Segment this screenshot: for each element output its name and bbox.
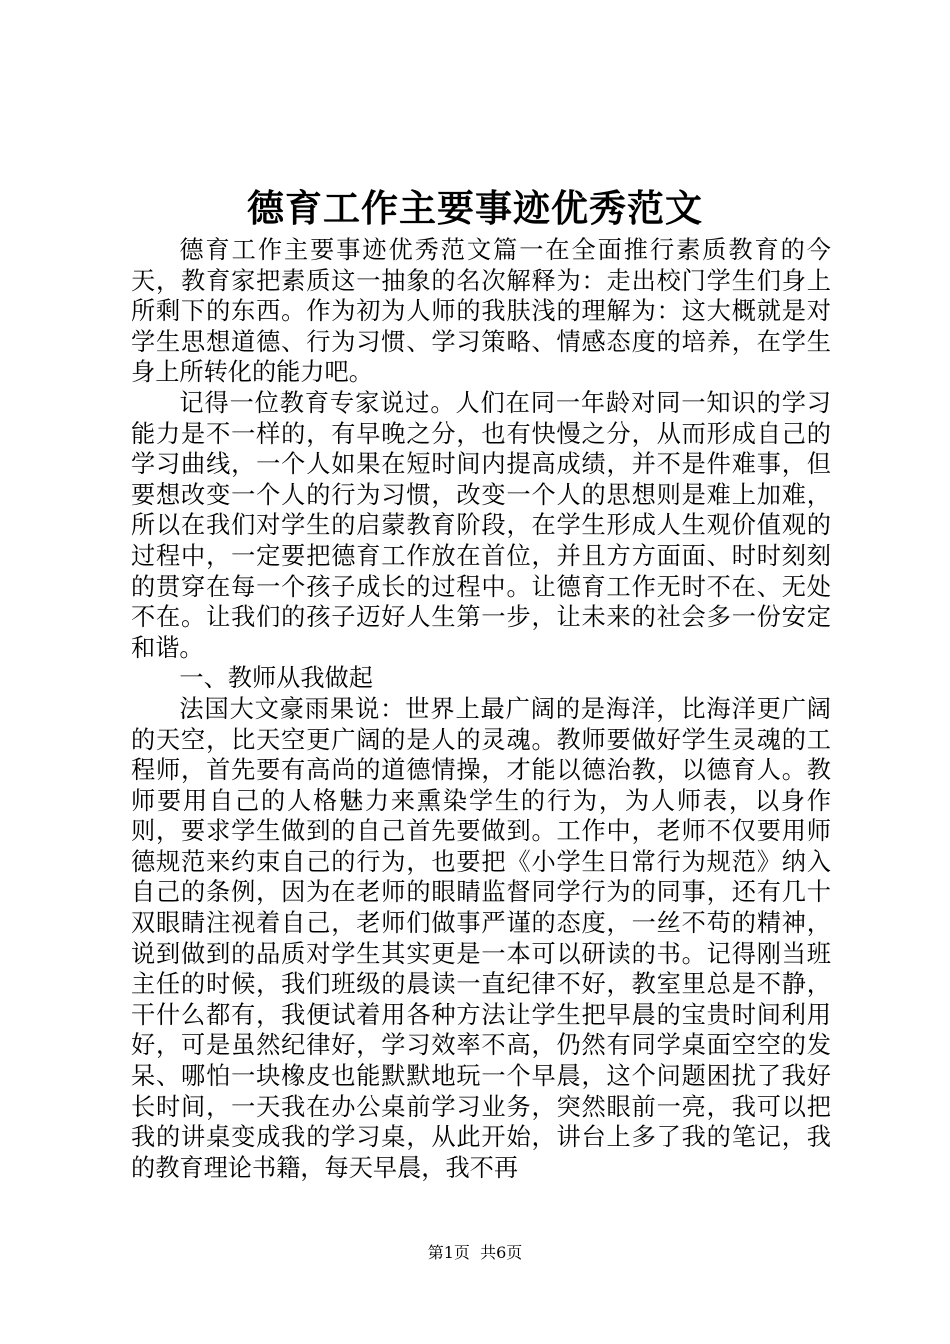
page-number: 第1页: [427, 1243, 470, 1262]
page-footer: [0, 1242, 950, 1264]
paragraph-intro: 德育工作主要事迹优秀范文篇一在全面推行素质教育的今天，教育家把素质这一抽象的名次解释为：走出校门学生们身上所剩下的东西。作为初为人师的我肤浅的理解为：这大概就是对学生思想道德、行为习惯、学习策略、情感态度的培养，在学生身上所转化的能力吧。: [131, 236, 831, 387]
section-heading-teacher: 一、教师从我做起: [179, 664, 373, 693]
document-body: [131, 235, 831, 1183]
paragraph-hugo: 法国大文豪雨果说：世界上最广阔的是海洋，比海洋更广阔的天空，比天空更广阔的是人的灵魂。教师要做好学生灵魂的工程师，首先要有高尚的道德情操，才能以德治教，以德育人。教师要用自己的人格魅力来熏染学生的行为，为人师表，以身作则，要求学生做到的自己首先要做到。工作中，老师不仅要用师德规范来约束自己的行为，也要把《小学生日常行为规范》纳入自己的条例，因为在老师的眼睛监督同学行为的同事，还有几十双眼睛注视着自己，老师们做事严谨的态度，一丝不苟的精神，说到做到的品质对学生其实更是一本可以研读的书。记得刚当班主任的时候，我们班级的晨读一直纪律不好，教室里总是不静，干什么都有，我便试着用各种方法让学生把早晨的宝贵时间利用好，可是虽然纪律好，学习效率不高，仍然有同学桌面空空的发呆、哪怕一块橡皮也能默默地玩一个早晨，这个问题困扰了我好长时间，一天我在办公桌前学习业务，突然眼前一亮，我可以把我的讲桌变成我的学习桌，从此开始，讲台上多了我的笔记，我的教育理论书籍，每天早晨，我不再: [131, 694, 831, 1182]
page-total: 共6页: [480, 1243, 523, 1262]
paragraph-expert: 记得一位教育专家说过。人们在同一年龄对同一知识的学习能力是不一样的，有早晚之分，也有快慢之分，从而形成自己的学习曲线，一个人如果在短时间内提高成绩，并不是件难事，但要想改变一个人的行为习惯，改变一个人的思想则是难上加难，所以在我们对学生的启蒙教育阶段，在学生形成人生观价值观的过程中，一定要把德育工作放在首位，并且方方面面、时时刻刻的贯穿在每一个孩子成长的过程中。让德育工作无时不在、无处不在。让我们的孩子迈好人生第一步，让未来的社会多一份安定和谐。: [131, 388, 831, 662]
document-title: 德育工作主要事迹优秀范文: [247, 186, 703, 230]
